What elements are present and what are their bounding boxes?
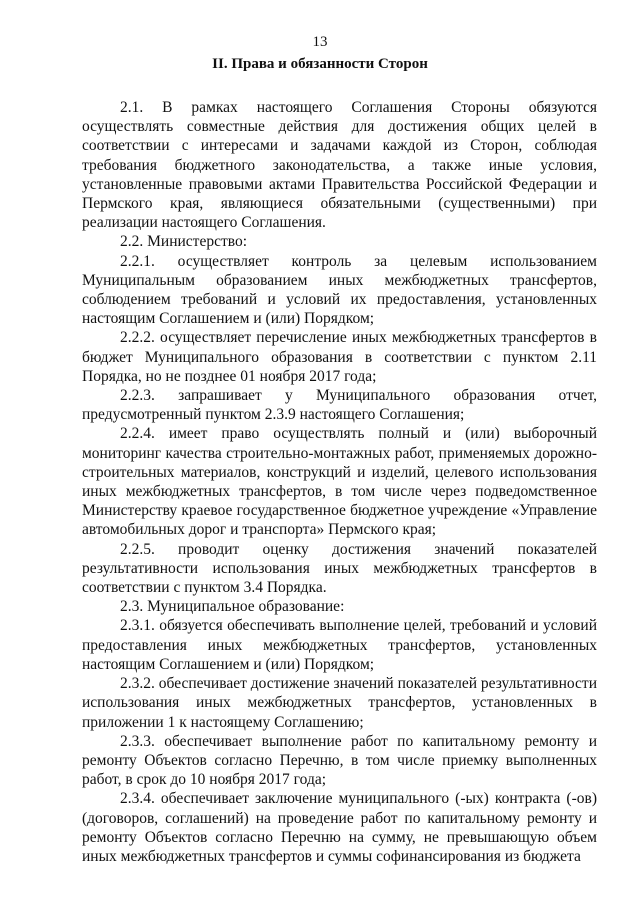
section-title: II. Права и обязанности Сторон — [212, 56, 428, 72]
paragraph-2-2-1: 2.2.1. осуществляет контроль за целевым использованием Муниципальным образованием иных межбюджетных трансфертов, соблюдением требований и условий их предоставления, установленных настоящим Соглашением и (или) Порядком; — [82, 252, 597, 328]
page-number: 13 — [312, 34, 328, 50]
paragraph-2-1: 2.1. В рамках настоящего Соглашения Стороны обязуются осуществлять совместные действия для достижения общих целей в соответствии с интересами и задачами каждой из Сторон, соблюдая требования бюджетного законодательства, а также иные условия, установленные правовыми актами Правительства Российской Федерации и Пермского края, являющиеся обязательными (существенными) при реализации настоящего Соглашения. — [82, 99, 597, 232]
paragraph-2-2: 2.2. Министерство: — [120, 233, 247, 251]
paragraph-2-2-4: 2.2.4. имеет право осуществлять полный и (или) выборочный мониторинг качества строительно-монтажных работ, применяемых дорожно-строительных материалов, конструкций и изделий, целевого использования иных межбюджетных трансфертов, в том числе через подведомственное Министерству краевое государственное бюджетное учреждение «Управление автомобильных дорог и транспорта» Пермского края; — [82, 425, 597, 539]
paragraph-2-3-3: 2.3.3. обеспечивает выполнение работ по капитальному ремонту и ремонту Объектов согласно Перечню, в том числе приемку выполненных работ, в срок до 10 ноября 2017 года; — [82, 732, 597, 789]
paragraph-2-2-5: 2.2.5. проводит оценку достижения значений показателей результативности использования иных межбюджетных трансфертов в соответствии с пунктом 3.4 Порядка. — [82, 540, 597, 597]
paragraph-2-3-2: 2.3.2. обеспечивает достижение значений показателей результативности использования иных межбюджетных трансфертов, установленных в приложении 1 к настоящему Соглашению; — [82, 675, 597, 731]
paragraph-2-2-2: 2.2.2. осуществляет перечисление иных межбюджетных трансфертов в бюджет Муниципального образования в соответствии с пунктом 2.11 Порядка, но не позднее 01 ноября 2017 года; — [82, 329, 597, 385]
body-text — [82, 98, 597, 866]
paragraph-2-3-4: 2.3.4. обеспечивает заключение муниципального (-ых) контракта (-ов) (договоров, соглашений) на проведение работ по капитальному ремонту и ремонту Объектов согласно Перечню на сумму, не превышающую объем иных межбюджетных трансфертов и суммы софинансирования из бюджета — [82, 790, 597, 865]
paragraph-2-3-1: 2.3.1. обязуется обеспечивать выполнение целей, требований и условий предоставления иных межбюджетных трансфертов, установленных настоящим Соглашением и (или) Порядком; — [82, 617, 597, 673]
paragraph-2-3: 2.3. Муниципальное образование: — [120, 598, 345, 616]
paragraph-2-2-3: 2.2.3. запрашивает у Муниципального образования отчет, предусмотренный пунктом 2.3.9 настоящего Соглашения; — [82, 387, 597, 424]
